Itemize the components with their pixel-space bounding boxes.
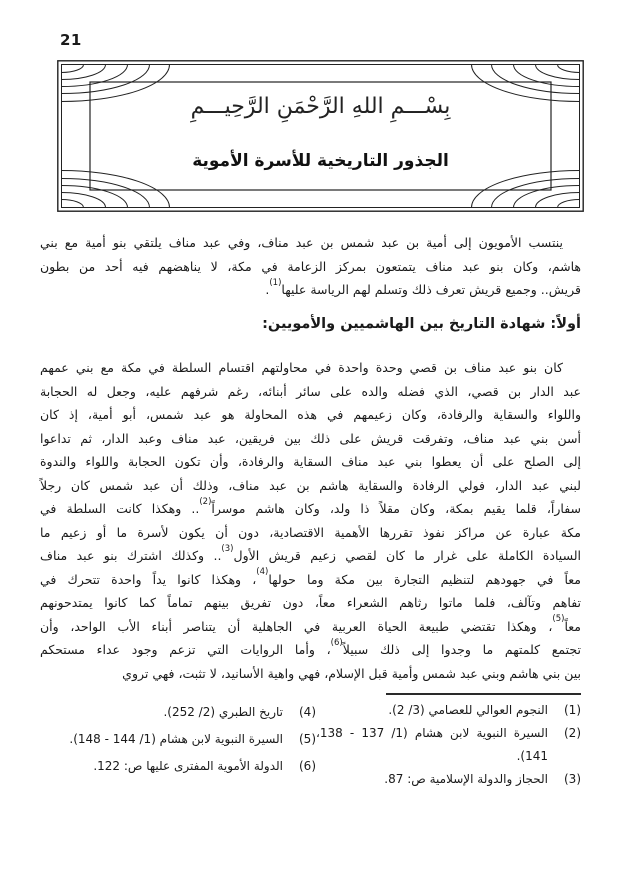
text-line: مكة عبارة عن مراكز نفوذ تقررها الأهمية الاقتصادية، دون أن يكون لأسرة ما أو زعيم ما [40,524,581,540]
corner-fan-bottom-right [472,171,580,208]
footnote-text: الدولة الأموية المفترى عليها ص: 122. [93,759,283,773]
footnote-number: (5) [298,732,316,746]
text-line: ينتسب الأمويون إلى أمية بن عبد شمس بن عبد مناف، وفي عبد مناف يلتقي بنو أمية مع بني [40,235,563,250]
text-line: إلى الصلح على أن يعطوا بني عبد مناف السقاية والرفادة، وأن تكون الحجابة واللواء والندوة [40,454,581,469]
footnote-text: السيرة النبوية لابن هشام (1/ 144 - 148). [69,732,283,746]
footnote-item [316,722,581,768]
footnote-number: (3) [563,772,581,786]
footnote-number: (2) [563,726,581,740]
footnote-text: الحجاز والدولة الإسلامية ص: 87. [384,772,548,786]
text-line: سفاراً، قلما يقيم بمكة، وكان مقلاً ذا ولد، وكان هاشم موسراً$^{(2)}$.. وهكذا كانت السلطة في [40,496,581,516]
footnote-item [40,726,316,753]
footnote-number: (4) [298,705,316,719]
section-heading: أولاً: شهادة التاريخ بين الهاشميين والأمويين: [262,316,581,332]
text-line: قريش.. وجميع قريش تعرف ذلك وتسلم لهم الرياسة عليها$^{(1)}$. [265,277,581,297]
text-line: كان بنو عبد مناف بن قصي وحدة واحدة في محاولتهم اقتسام السلطة في مكة مع بني عمهم [40,360,563,375]
decorative-frame [57,60,584,212]
text-line: السيادة الكاملة على غرار ما كان لقصي زعيم قريش الأول$^{(3)}$.. وكذلك اشترك بنو عبد مناف [40,543,582,563]
footnote-text: السيرة النبوية لابن هشام (1/ 137 - 138، 141). [316,726,548,763]
footnote-text: تاريخ الطبري (2/ 252). [163,705,283,719]
footnote-item [316,768,581,791]
text-line: معاً$^{(5)}$، وهكذا تقتضي طبيعة الحياة العربية في الجاهلية أن يتناصر أبناء الأب الواحد، وأن [40,614,581,634]
footnote-column-right [316,699,581,791]
corner-fan-bottom-left [62,171,170,208]
text-line: عبد الدار بن قصي، الذي فضله والده على سائر أبنائه، رغم شرفهم عليه، وجعل له الحجابة [40,383,581,399]
footnote-separator [386,693,581,695]
basmala-calligraphy: بِسْـــمِ اللهِ الرَّحْمَنِ الرَّحِيـــمِ [190,94,451,119]
text-line: أسن بني عبد مناف، وتفرقت قريش على ذلك بين فريقين، عبد مناف وعبد الدار، ثم تداعوا [40,430,581,446]
footnote-number: (1) [563,703,581,717]
footnote-column-left [40,699,316,780]
text-line: واللواء والسقاية والرفادة، وكان زعيمهم في هذه المحاولة هو عبد شمس، أبو أمية، إذ كان [40,407,581,422]
footnote-item [316,699,581,722]
chapter-title: الجذور التاريخية للأسرة الأموية [192,151,449,171]
page-number: 21 [60,31,82,49]
footnote-text: النجوم العوالي للعصامي (3/ 2). [388,703,548,717]
text-line: بين بني هاشم وبني عبد شمس وأمية قبل الإسلام، فهي واهية الأسانيد، لا تثبت، فهي تروي [122,665,581,681]
text-line: معاً في جهودهم لتنظيم التجارة بين مكة وما حولها$^{(4)}$، وهكذا كانوا يداً واحدة تتحرك في [40,567,581,587]
paragraph-intro [40,231,581,302]
paragraph-main [40,356,581,685]
text-line: هاشم، وكان بنو عبد مناف يتمتعون بمركز الزعامة في مكة، لا يناهضهم فيه أحد من بطون [40,258,581,274]
footnote-item [40,699,316,726]
footnote-item [40,753,316,780]
text-line: تفاهم وتآلف، فلما ماتوا رثاهم الشعراء معاً، دون تفريق بينهم تماماً كما كانوا يمتدحونهم [40,595,581,610]
text-line: لبني عبد الدار، فولي الرفادة والسقاية هاشم بن عبد مناف، وذلك أن عبد شمس كان رجلاً [40,477,581,493]
chapter-header-box [57,60,584,212]
footnote-number: (6) [298,759,316,773]
text-line: تجتمع كلمتهم ما وجدوا إلى ذلك سبيلاً$^{(6)}$، وأما الروايات التي تزعم وجود عداء مستحكم [40,637,581,657]
